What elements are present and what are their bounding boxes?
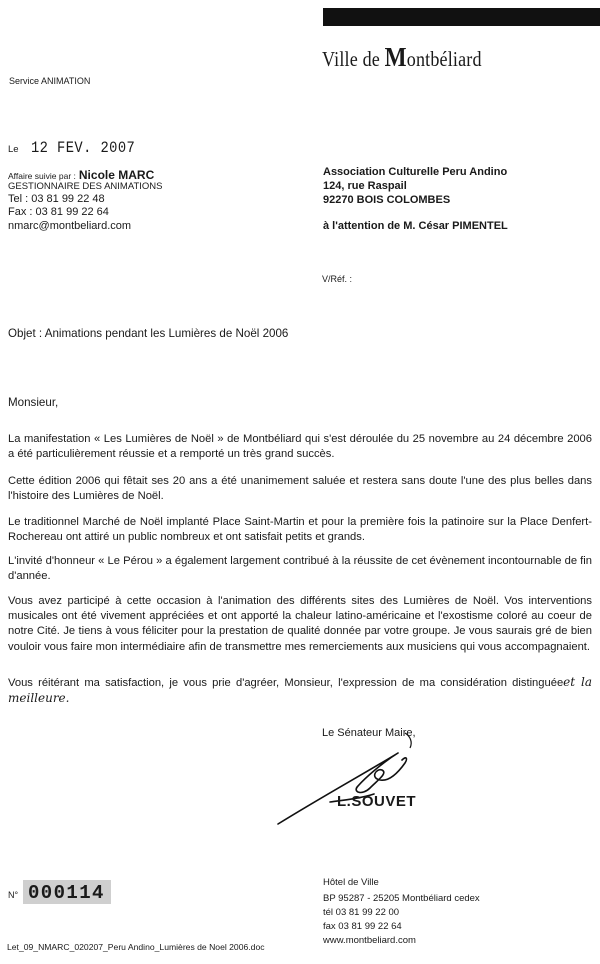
recipient-attention: à l'attention de M. César PIMENTEL: [323, 220, 508, 232]
sender-email: nmarc@montbeliard.com: [8, 220, 132, 232]
service-name: Service ANIMATION: [9, 76, 91, 86]
number-label: N°: [8, 890, 19, 900]
closing-text: Vous réitérant ma satisfaction, je vous prie d'agréer, Monsieur, l'expression de ma considération distinguée: [8, 677, 564, 689]
signatory-name: L.SOUVET: [337, 793, 417, 810]
affaire-name: Nicole MARC: [78, 168, 155, 182]
sender-fax: Fax : 03 81 99 22 64: [8, 206, 109, 218]
signatory-title: Le Sénateur Maire,: [322, 727, 416, 739]
paragraph-6: [8, 675, 592, 707]
signature-scribble: [270, 728, 440, 828]
date-prefix: Le: [8, 144, 19, 155]
footer-tel: tél 03 81 99 22 00: [323, 907, 400, 918]
vref: V/Réf. :: [322, 274, 353, 284]
paragraph-4: L'invité d'honneur « Le Pérou » a également largement contribué à la réussite de cet évènement incontournable de fin d'année.: [8, 555, 592, 583]
affaire-label: Affaire suivie par :: [8, 171, 76, 181]
affaire-line: [8, 168, 154, 182]
city-logo: Ville de Montbéliard: [322, 42, 482, 72]
footer-address-1: Hôtel de Ville: [323, 877, 379, 888]
paragraph-1: La manifestation « Les Lumières de Noël » de Montbéliard qui s'est déroulée du 25 novembre au 24 décembre 2006 a été particulièrement réussie et a remporté un très grand succès.: [8, 433, 592, 461]
salutation: Monsieur,: [8, 396, 59, 409]
logo-initial: M: [384, 42, 407, 72]
recipient-line3: 92270 BOIS COLOMBES: [323, 194, 451, 206]
sender-role: GESTIONNAIRE DES ANIMATIONS: [8, 181, 163, 192]
date-stamp: 12 FEV. 2007: [31, 139, 136, 157]
number-value: 000114: [28, 882, 105, 904]
paragraph-3: Le traditionnel Marché de Noël implanté Place Saint-Martin et pour la première fois la patinoire sur la Place Denfert-Rochereau ont attiré un public nombreux et ont satisfait petits et grands.: [8, 516, 592, 544]
paragraph-5: Vous avez participé à cette occasion à l'animation des différents sites des Lumières de Noël. Vos interventions musicales ont été vivement appréciées et ont apporté la chaleur latino-américaine et l'exostisme coloré au coeur de notre Cité. Je tiens à vous féliciter pour la prestation de qualité donnée par votre groupe. Je vous saurais gré de bien vouloir vous faire mon intermédiaire afin de transmettre mes remerciements aux musiciens qui vous accompagnaient.: [8, 595, 592, 653]
footer-fax: fax 03 81 99 22 64: [323, 921, 402, 932]
footer-address-2: BP 95287 - 25205 Montbéliard cedex: [323, 893, 480, 904]
paragraph-2: Cette édition 2006 qui fêtait ses 20 ans a été unanimement saluée et restera sans doute l'une des plus belles dans l'histoire des Lumières de Noël.: [8, 475, 592, 503]
recipient-line2: 124, rue Raspail: [323, 180, 407, 192]
subject-line: Objet : Animations pendant les Lumières de Noël 2006: [8, 327, 289, 340]
recipient-line1: Association Culturelle Peru Andino: [323, 166, 508, 178]
header-bar: [323, 8, 600, 26]
document-filename: Let_09_NMARC_020207_Peru Andino_Lumières de Noel 2006.doc: [7, 942, 265, 952]
footer-web: www.montbeliard.com: [323, 935, 416, 946]
sender-tel: Tel : 03 81 99 22 48: [8, 193, 105, 205]
handwritten-closing: et la meilleure.: [8, 675, 593, 706]
